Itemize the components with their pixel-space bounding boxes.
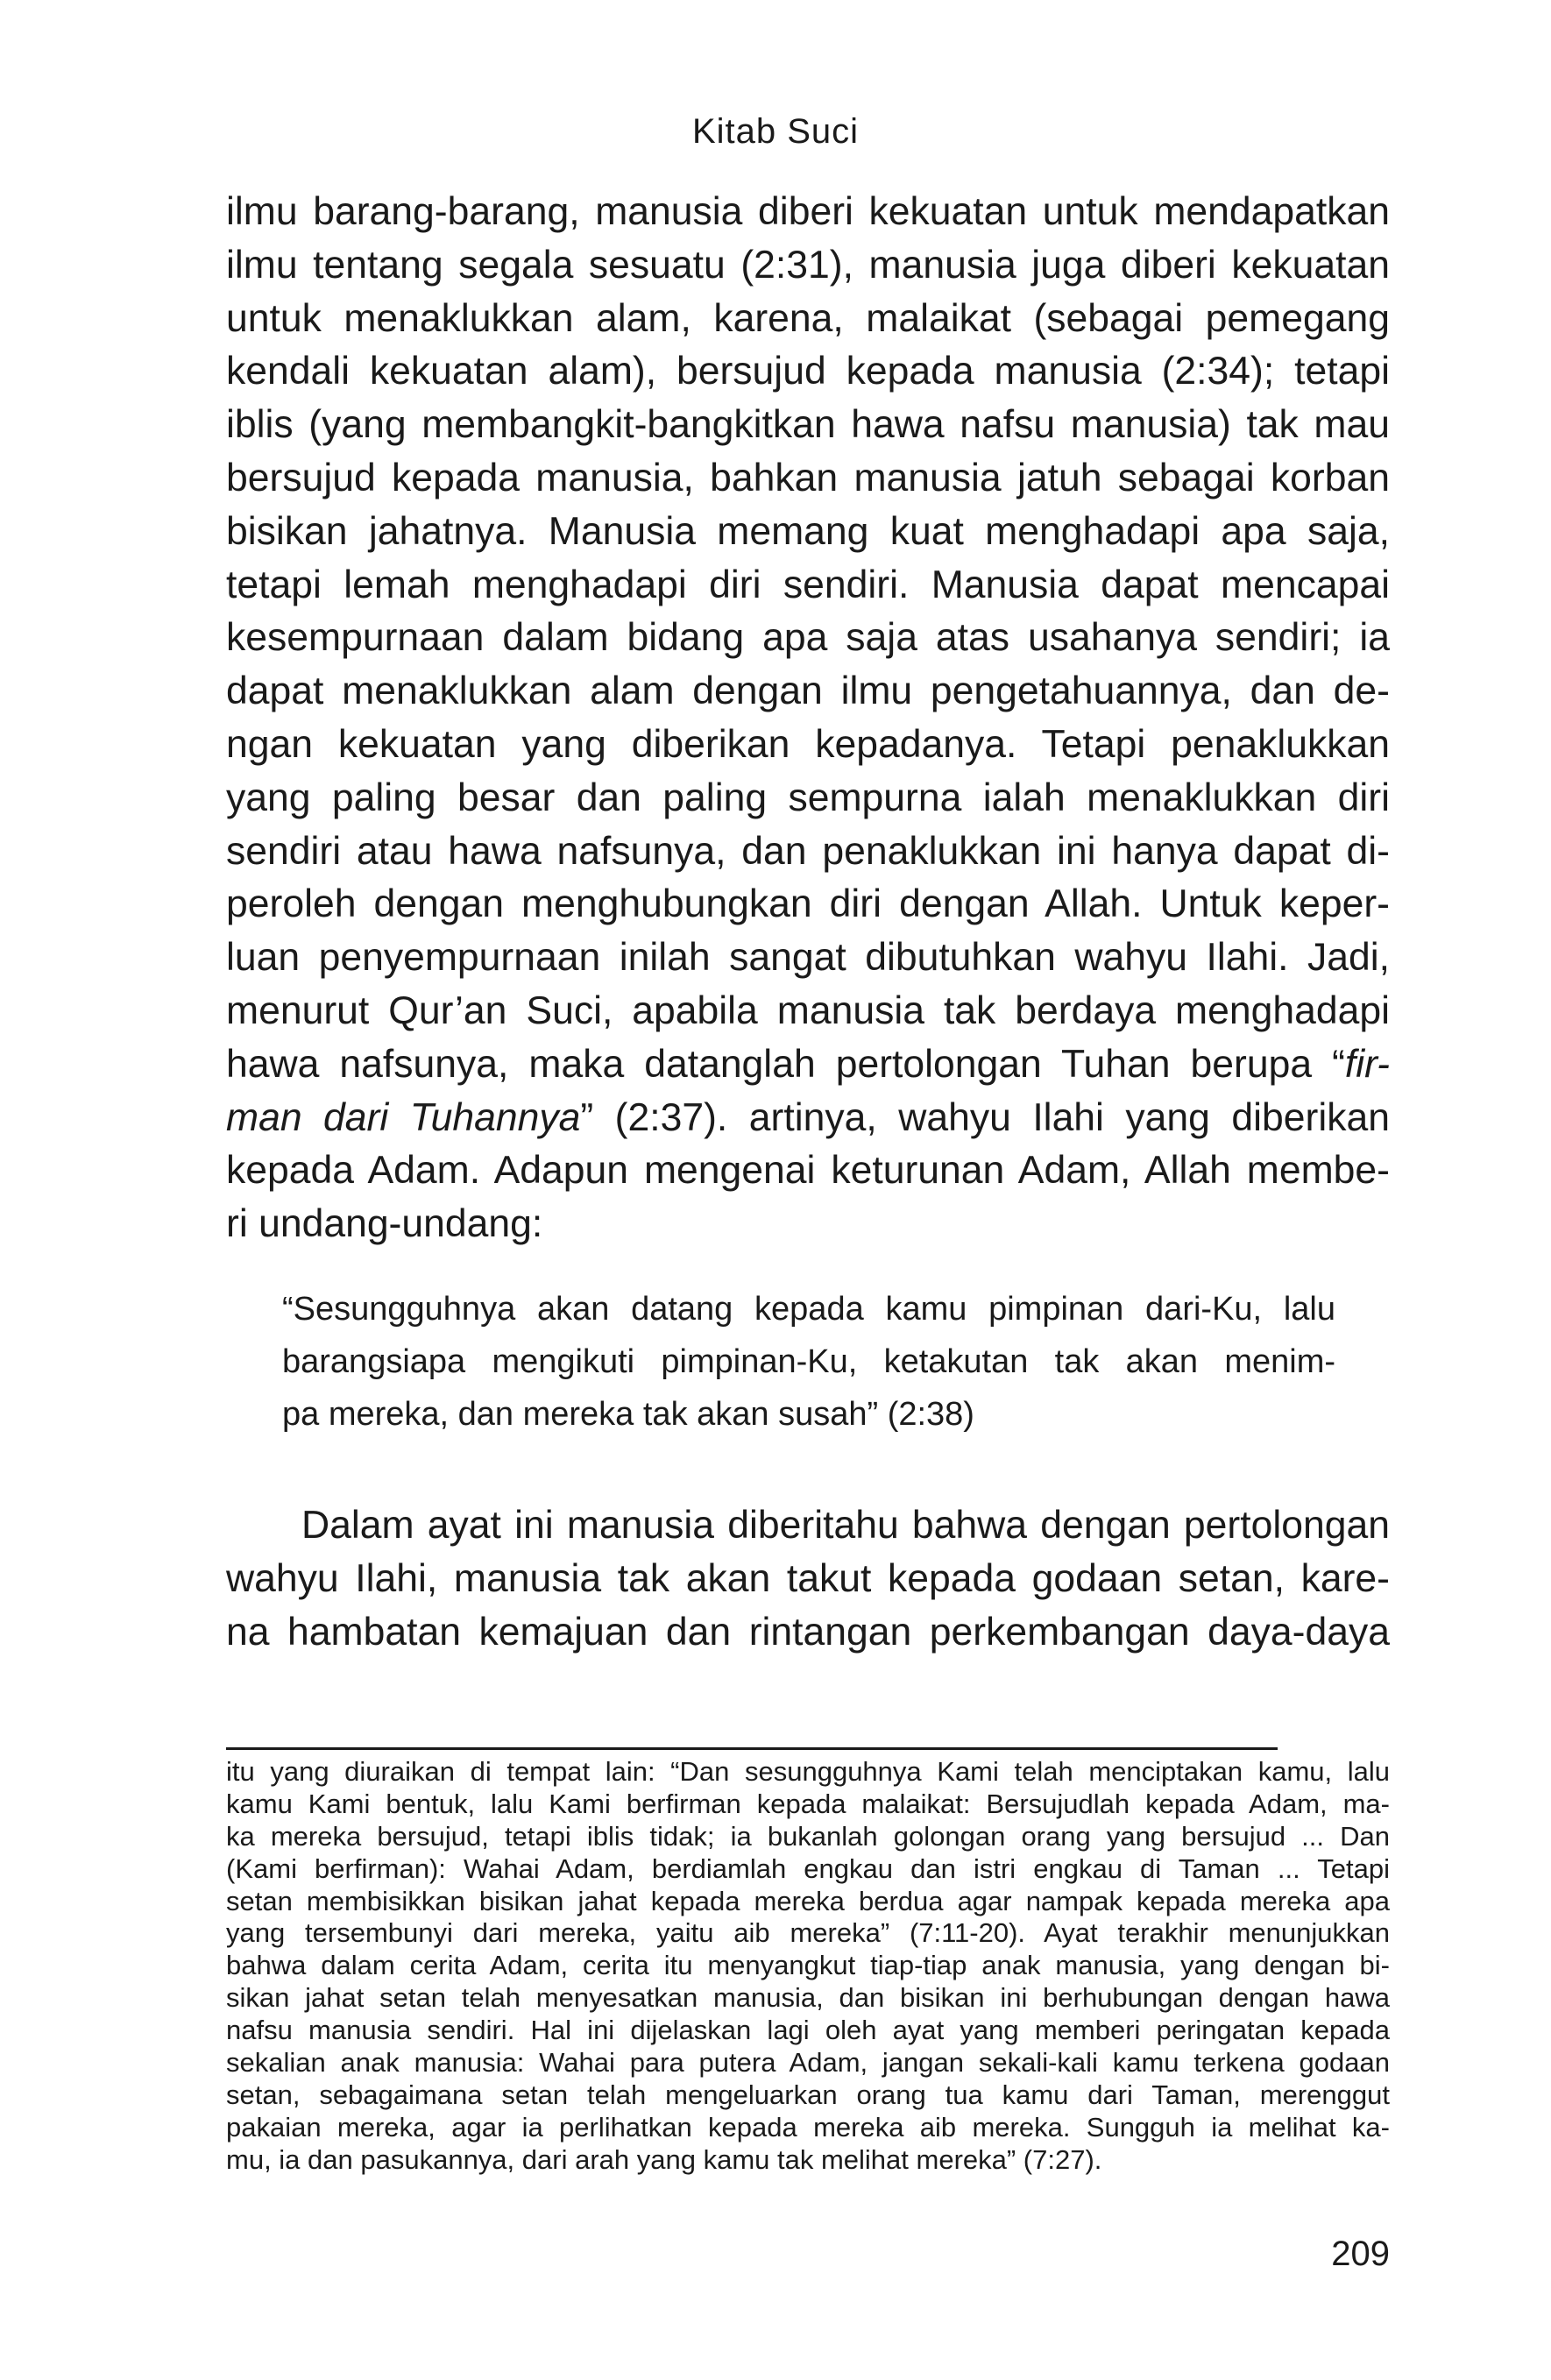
body-line: ri undang-undang: bbox=[226, 1202, 543, 1246]
body-line bbox=[226, 1092, 1390, 1145]
quote-line: “Sesungguhnya akan datang kepada kamu pimpinan dari-Ku, lalu bbox=[282, 1291, 1335, 1328]
footnote-line: sikan jahat setan telah menyesatkan manusia, dan bisikan ini berhubungan dengan hawa bbox=[226, 1982, 1390, 2014]
footnote-line: nafsu manusia sendiri. Hal ini dijelaskan lagi oleh ayat yang memberi peringatan kepada bbox=[226, 2015, 1390, 2046]
body-text: ” (2:37). artinya, wahyu Ilahi yang diberikan bbox=[580, 1095, 1391, 1139]
body-line: wahyu Ilahi, manusia tak akan takut kepada godaan setan, kare- bbox=[226, 1556, 1390, 1600]
body-line: tetapi lemah menghadapi diri sendiri. Manusia dapat mencapai bbox=[226, 563, 1390, 606]
body-line: yang paling besar dan paling sempurna ialah menaklukkan diri bbox=[226, 776, 1390, 819]
footnote-line: kamu Kami bentuk, lalu Kami berfirman kepada malaikat: Bersujudlah kepada Adam, ma- bbox=[226, 1788, 1390, 1819]
quote-line: pa mereka, dan mereka tak akan susah” (2:38) bbox=[282, 1396, 974, 1433]
body-line: peroleh dengan menghubungkan diri dengan Allah. Untuk keper- bbox=[226, 882, 1390, 926]
running-header: Kitab Suci bbox=[691, 112, 860, 151]
second-paragraph bbox=[226, 1499, 1390, 1659]
body-paragraph bbox=[226, 186, 1390, 1251]
italic-phrase: fir- bbox=[1344, 1042, 1390, 1086]
body-line: untuk menaklukkan alam, karena, malaikat (sebagai pemegang bbox=[226, 296, 1390, 340]
footnote-line: sekalian anak manusia: Wahai para putera Adam, jangan sekali-kali kamu terkena godaan bbox=[226, 2047, 1390, 2079]
body-line bbox=[226, 1038, 1390, 1092]
body-line: iblis (yang membangkit-bangkitkan hawa nafsu manusia) tak mau bbox=[226, 403, 1390, 447]
body-line: na hambatan kemajuan dan rintangan perkembangan daya-daya bbox=[226, 1610, 1390, 1654]
body-line: dapat menaklukkan alam dengan ilmu pengetahuannya, dan de- bbox=[226, 669, 1390, 713]
footnote-line: (Kami berfirman): Wahai Adam, berdiamlah engkau dan istri engkau di Taman ... Tetapi bbox=[226, 1852, 1390, 1884]
footnote-line: yang tersembunyi dari mereka, yaitu aib mereka” (7:11-20). Ayat terakhir menunjukkan bbox=[226, 1917, 1390, 1949]
block-quote bbox=[282, 1283, 1335, 1441]
footnote-line: setan membisikkan bisikan jahat kepada mereka berdua agar nampak kepada mereka apa bbox=[226, 1885, 1390, 1916]
body-line: ngan kekuatan yang diberikan kepadanya. Tetapi penaklukkan bbox=[226, 722, 1390, 766]
page-number: 209 bbox=[1331, 2235, 1390, 2273]
body-line: ilmu tentang segala sesuatu (2:31), manusia juga diberi kekuatan bbox=[226, 243, 1390, 287]
body-line: kesempurnaan dalam bidang apa saja atas usahanya sendiri; ia bbox=[226, 616, 1390, 660]
body-line: luan penyempurnaan inilah sangat dibutuhkan wahyu Ilahi. Jadi, bbox=[226, 936, 1390, 980]
footnote-line: setan, sebagaimana setan telah mengeluarkan orang tua kamu dari Taman, merenggut bbox=[226, 2079, 1390, 2110]
footnote-line: mu, ia dan pasukannya, dari arah yang kamu tak melihat mereka” (7:27). bbox=[226, 2143, 1102, 2175]
footnote-divider bbox=[226, 1747, 1278, 1750]
body-line: kepada Adam. Adapun mengenai keturunan Adam, Allah membe- bbox=[226, 1149, 1390, 1193]
quote-line: barangsiapa mengikuti pimpinan-Ku, ketakutan tak akan menim- bbox=[282, 1343, 1335, 1380]
footnote-line: itu yang diuraikan di tempat lain: “Dan sesungguhnya Kami telah menciptakan kamu, lalu bbox=[226, 1756, 1390, 1787]
footnote-line: pakaian mereka, agar ia perlihatkan kepada mereka aib mereka. Sungguh ia melihat ka- bbox=[226, 2111, 1390, 2143]
body-line: kendali kekuatan alam), bersujud kepada manusia (2:34); tetapi bbox=[226, 350, 1390, 393]
body-line: bisikan jahatnya. Manusia memang kuat menghadapi apa saja, bbox=[226, 509, 1390, 553]
italic-phrase: man dari Tuhannya bbox=[226, 1095, 581, 1139]
body-line: bersujud kepada manusia, bahkan manusia jatuh sebagai korban bbox=[226, 456, 1390, 499]
footnote bbox=[226, 1756, 1390, 2177]
footnote-line: ka mereka bersujud, tetapi iblis tidak; ia bukanlah golongan orang yang bersujud ... Dan bbox=[226, 1820, 1390, 1852]
body-line: menurut Qur’an Suci, apabila manusia tak berdaya menghadapi bbox=[226, 988, 1390, 1032]
body-line: Dalam ayat ini manusia diberitahu bahwa dengan pertolongan bbox=[301, 1504, 1390, 1547]
body-line: ilmu barang-barang, manusia diberi kekuatan untuk mendapatkan bbox=[226, 190, 1390, 233]
body-text: hawa nafsunya, maka datanglah pertolongan Tuhan berupa “ bbox=[226, 1042, 1345, 1086]
footnote-line: bahwa dalam cerita Adam, cerita itu menyangkut tiap-tiap anak manusia, yang dengan bi- bbox=[226, 1950, 1390, 1981]
body-line: sendiri atau hawa nafsunya, dan penaklukkan ini hanya dapat di- bbox=[226, 829, 1390, 873]
